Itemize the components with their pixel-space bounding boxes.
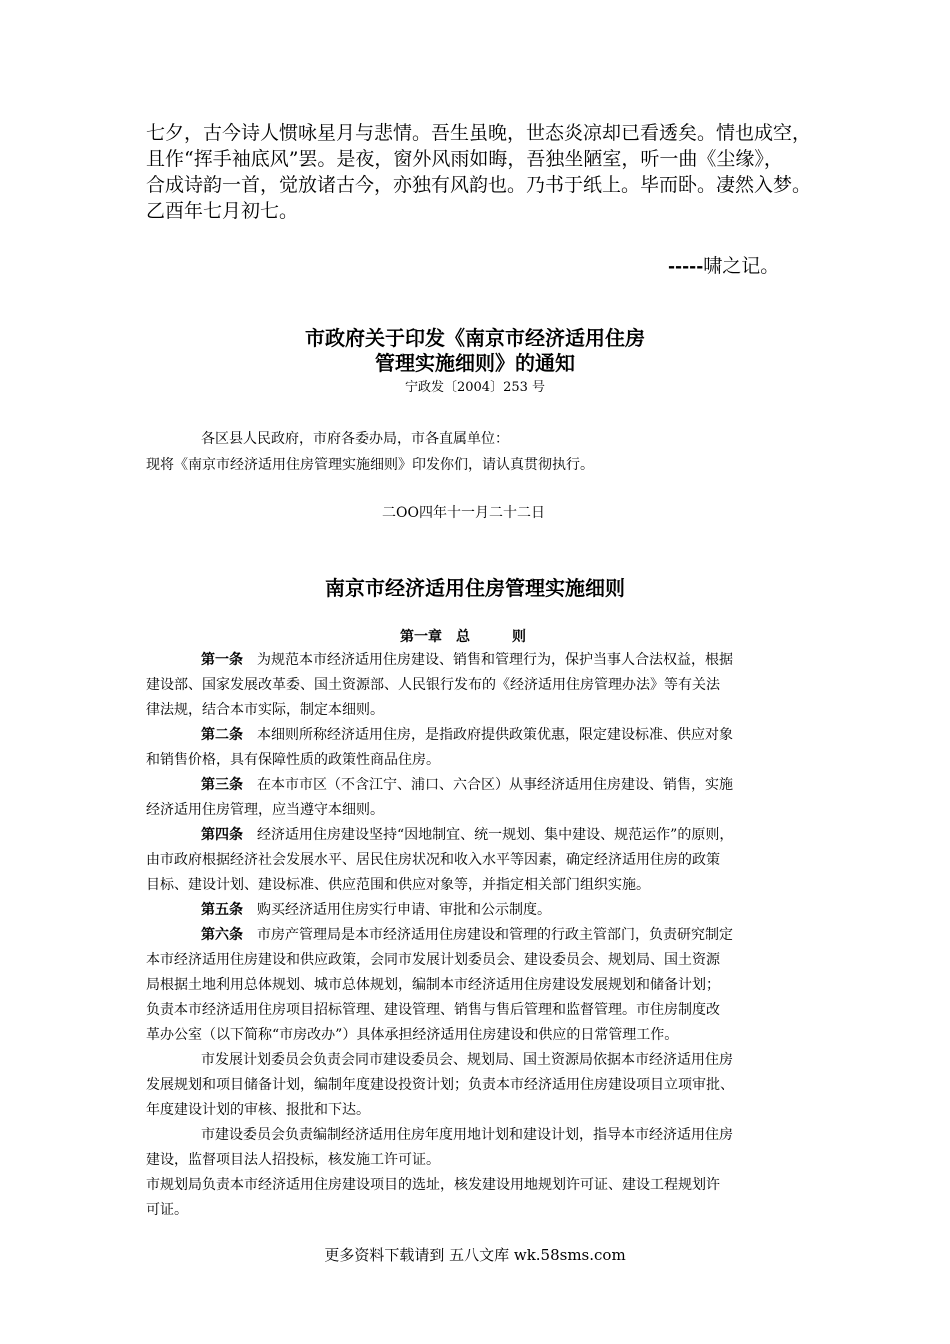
article-line (146, 848, 826, 873)
notice-title-line1: 市政府关于印发《南京市经济适用住房 (305, 326, 645, 350)
rules-title: 南京市经济适用住房管理实施细则 (325, 576, 625, 600)
article-text: 律法规，结合本市实际，制定本细则。 (146, 702, 384, 718)
intro-paragraph (146, 120, 816, 224)
article-label: 第二条 (201, 727, 243, 743)
article-text: 本细则所称经济适用住房，是指政府提供政策优惠，限定建设标准、供应对象 (257, 727, 733, 743)
article-text: 局根据土地利用总体规划、城市总体规划，编制本市经济适用住房建设发展规划和储备计划； (146, 977, 720, 993)
signature (668, 251, 779, 278)
article-line (146, 1148, 826, 1173)
article-text: 革办公室（以下简称“市房改办”）具体承担经济适用住房建设和供应的日常管理工作。 (146, 1027, 679, 1043)
notice-date: 二OO四年十一月二十二日 (382, 505, 545, 521)
article-line (146, 1173, 826, 1198)
article-line (146, 948, 826, 973)
articles-body (146, 648, 826, 1223)
article-line (146, 698, 826, 723)
addressee: 各区县人民政府，市府各委办局，市各直属单位： (201, 431, 509, 447)
article-label: 第一条 (201, 652, 243, 668)
article-line (146, 873, 826, 898)
article-text: 本市经济适用住房建设和供应政策，会同市发展计划委员会、建设委员会、规划局、国土资源 (146, 952, 720, 968)
article-text: 建设部、国家发展改革委、国土资源部、人民银行发布的《经济适用住房管理办法》等有关法 (146, 677, 720, 693)
doc-number: 宁政发〔2004〕253 号 (404, 380, 546, 395)
article-line (146, 798, 826, 823)
article-label: 第五条 (201, 902, 243, 918)
intro-line: 七夕，古今诗人惯咏星月与悲情。吾生虽晚，世态炎凉却已看透矣。情也成空， (146, 122, 812, 144)
article-text: 负责本市经济适用住房项目招标管理、建设管理、销售与售后管理和监督管理。市住房制度改 (146, 1002, 720, 1018)
article-label: 第四条 (201, 827, 243, 843)
article-line (146, 1048, 826, 1073)
article-line (146, 998, 826, 1023)
article-line (146, 1073, 826, 1098)
article-label: 第三条 (201, 777, 243, 793)
article-text: 经济适用住房管理，应当遵守本细则。 (146, 802, 384, 818)
article-line (146, 898, 826, 923)
article-text: 和销售价格，具有保障性质的政策性商品住房。 (146, 752, 440, 768)
article-text: 购买经济适用住房实行申请、审批和公示制度。 (257, 902, 551, 918)
article-line (146, 1123, 826, 1148)
article-line (146, 1098, 826, 1123)
notice-title-line2: 管理实施细则》的通知 (375, 351, 575, 375)
article-text: 经济适用住房建设坚持“因地制宜、统一规划、集中建设、规范运作”的原则， (257, 827, 734, 843)
article-text: 在本市市区（不含江宁、浦口、六合区）从事经济适用住房建设、销售，实施 (257, 777, 733, 793)
article-line (146, 823, 826, 848)
article-text: 市发展计划委员会负责会同市建设委员会、规划局、国土资源局依据本市经济适用住房 (201, 1052, 733, 1068)
article-line (146, 923, 826, 948)
article-text: 可证。 (146, 1202, 188, 1218)
article-line (146, 648, 826, 673)
intro-line: 且作“挥手袖底风”罢。是夜，窗外风雨如晦，吾独坐陋室，听一曲《尘缘》， (146, 148, 783, 170)
article-text: 为规范本市经济适用住房建设、销售和管理行为，保护当事人合法权益，根据 (257, 652, 733, 668)
article-label: 第六条 (201, 927, 243, 943)
article-text: 建设，监督项目法人招投标，核发施工许可证。 (146, 1152, 440, 1168)
footer-link-text: 更多资料下载请到 五八文库 wk.58sms.com (324, 1246, 626, 1264)
article-text: 由市政府根据经济社会发展水平、居民住房状况和收入水平等因素，确定经济适用住房的政策 (146, 852, 720, 868)
intro-line: 乙酉年七月初七。 (146, 200, 299, 222)
article-line (146, 773, 826, 798)
article-line (146, 1023, 826, 1048)
intro-line: 合成诗韵一首，觉放诸古今，亦独有风韵也。乃书于纸上。毕而卧。凄然入梦。 (146, 174, 812, 196)
article-line (146, 723, 826, 748)
article-line (146, 673, 826, 698)
signature-text: 啸之记。 (703, 255, 780, 277)
article-text: 年度建设计划的审核、报批和下达。 (146, 1102, 370, 1118)
article-text: 目标、建设计划、建设标准、供应范围和供应对象等，并指定相关部门组织实施。 (146, 877, 650, 893)
article-line (146, 973, 826, 998)
article-text: 发展规划和项目储备计划，编制年度建设投资计划；负责本市经济适用住房建设项目立项审批、 (146, 1077, 734, 1093)
article-line (146, 748, 826, 773)
article-text: 市规划局负责本市经济适用住房建设项目的选址，核发建设用地规划许可证、建设工程规划许 (146, 1177, 720, 1193)
article-text: 市房产管理局是本市经济适用住房建设和管理的行政主管部门，负责研究制定 (257, 927, 733, 943)
article-text: 市建设委员会负责编制经济适用住房年度用地计划和建设计划，指导本市经济适用住房 (201, 1127, 733, 1143)
notice-body: 现将《南京市经济适用住房管理实施细则》印发你们，请认真贯彻执行。 (146, 457, 594, 473)
signature-dash: ----- (668, 257, 704, 277)
article-line (146, 1198, 826, 1223)
chapter-heading: 第一章 总 则 (400, 629, 526, 645)
